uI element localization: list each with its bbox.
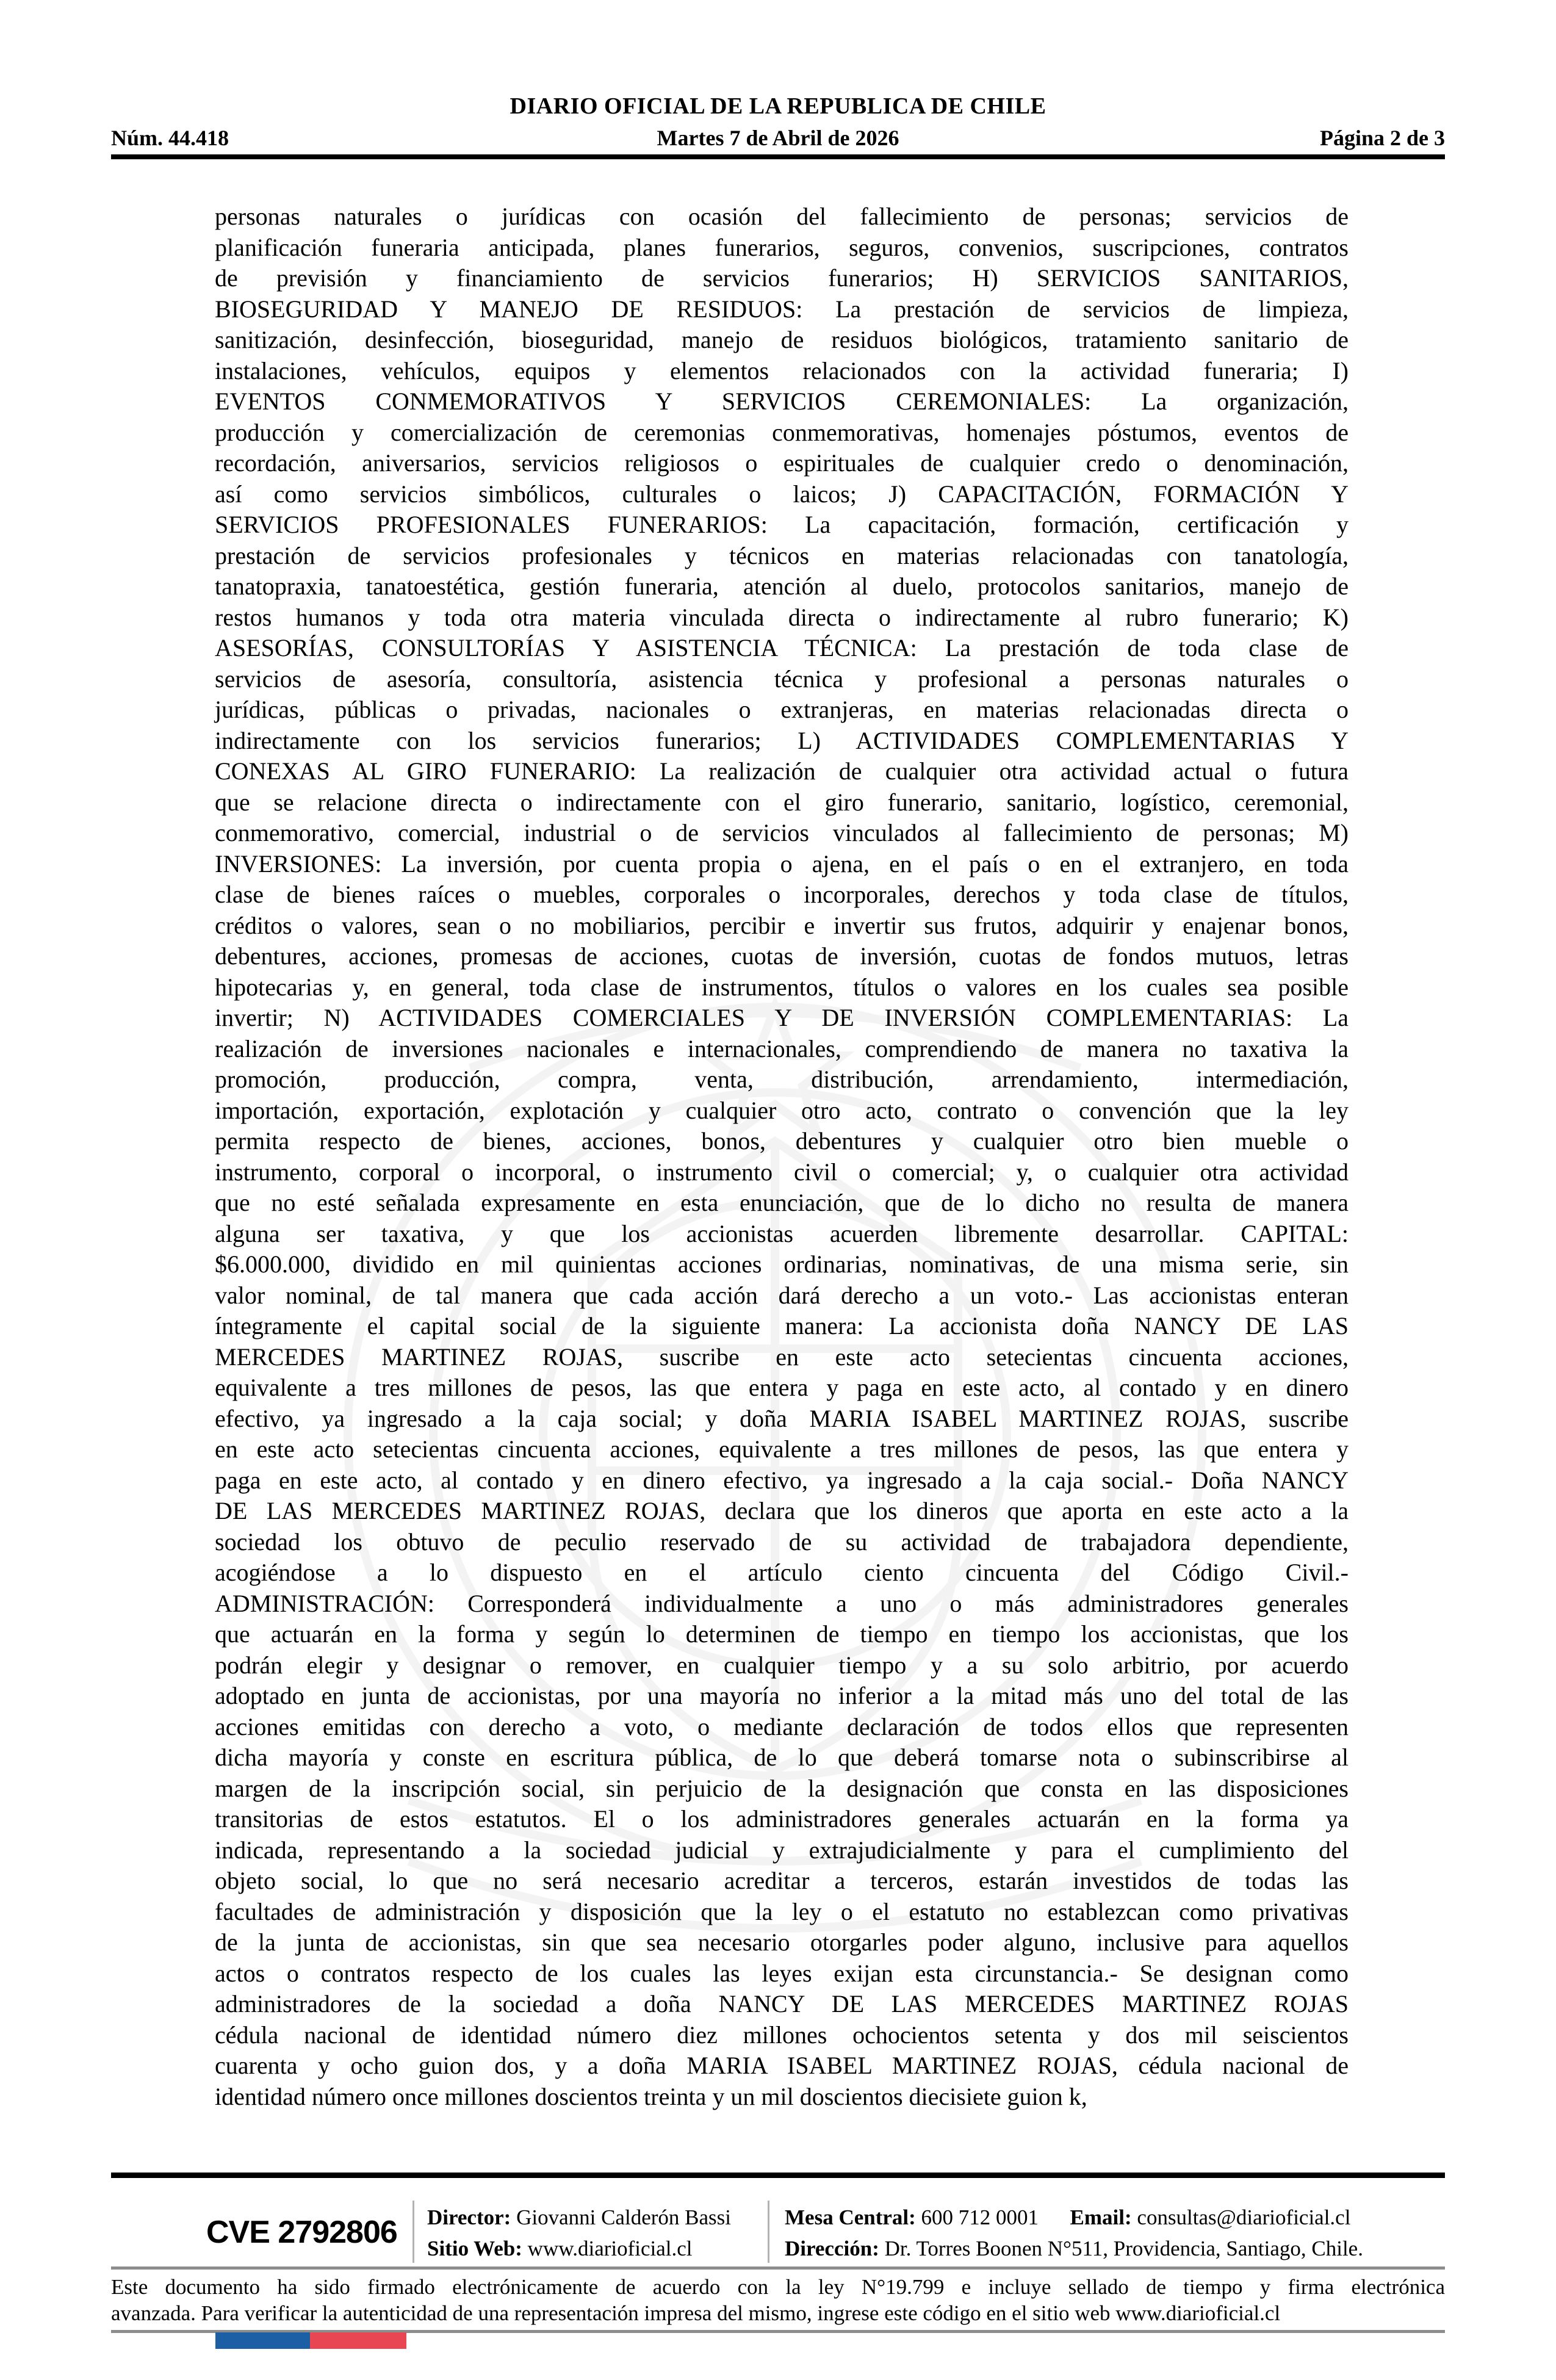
body-line: que actuarán en la forma y según lo determinen de tiempo en tiempo los accionistas, que los — [215, 1620, 1349, 1648]
body-line: servicios de asesoría, consultoría, asistencia técnica y profesional a personas naturales o — [215, 665, 1349, 693]
signature-disclaimer — [111, 2274, 1445, 2326]
body-line: personas naturales o jurídicas con ocasión del fallecimiento de personas; servicios de — [215, 203, 1349, 230]
body-line: valor nominal, de tal manera que cada acción dará derecho a un voto.- Las accionistas enteran — [215, 1281, 1349, 1309]
body-line: debentures, acciones, promesas de acciones, cuotas de inversión, cuotas de fondos mutuos, letras — [215, 942, 1349, 970]
body-line: permita respecto de bienes, acciones, bonos, debentures y cualquier otro bien mueble o — [215, 1127, 1349, 1155]
body-line: que no esté señalada expresamente en esta enunciación, que de lo dicho no resulta de manera — [215, 1189, 1349, 1216]
disclaimer-line: avanzada. Para verificar la autenticidad de una representación impresa del mismo, ingrese este código en el sitio web www.diarioficial.cl — [111, 2301, 1281, 2325]
body-line: que se relacione directa o indirectamente con el giro funerario, sanitario, logístico, ceremonial, — [215, 788, 1349, 816]
body-line: SERVICIOS PROFESIONALES FUNERARIOS: La capacitación, formación, certificación y — [215, 511, 1349, 538]
gazette-title: DIARIO OFICIAL DE LA REPUBLICA DE CHILE — [510, 93, 1046, 119]
flag-red-segment — [310, 2332, 406, 2349]
page-indicator: Página 2 de 3 — [1319, 126, 1445, 150]
legal-text-block — [215, 201, 1349, 2112]
chile-flag-bar — [215, 2332, 406, 2349]
body-line: BIOSEGURIDAD Y MANEJO DE RESIDUOS: La prestación de servicios de limpieza, — [215, 295, 1349, 323]
website-label: Sitio Web: — [427, 2237, 522, 2260]
body-line: dicha mayoría y conste en escritura pública, de lo que deberá tomarse nota o subinscribirse al — [215, 1744, 1349, 1771]
body-line: facultades de administración y disposición que la ley o el estatuto no establezcan como privativas — [215, 1897, 1349, 1925]
body-line: conmemorativo, comercial, industrial o de servicios vinculados al fallecimiento de personas; M) — [215, 819, 1349, 846]
body-line: sociedad los obtuvo de peculio reservado de su actividad de trabajadora dependiente, — [215, 1527, 1349, 1556]
body-line: administradores de la sociedad a doña NANCY DE LAS MERCEDES MARTINEZ ROJAS — [215, 1990, 1349, 2018]
footer-contact-column — [785, 2202, 1363, 2264]
body-line: tanatopraxia, tanatoestética, gestión funeraria, atención al duelo, protocolos sanitarios, manejo de — [215, 572, 1349, 600]
body-line: realización de inversiones nacionales e internacionales, comprendiendo de manera no taxativa la — [215, 1034, 1349, 1062]
body-line: recordación, aniversarios, servicios religiosos o espirituales de cualquier credo o denominación, — [215, 449, 1349, 477]
body-line: planificación funeraria anticipada, planes funerarios, seguros, convenios, suscripciones, contratos — [215, 233, 1349, 261]
body-line: instalaciones, vehículos, equipos y elementos relacionados con la actividad funeraria; I) — [215, 356, 1349, 384]
body-line: clase de bienes raíces o muebles, corporales o incorporales, derechos y toda clase de títulos, — [215, 881, 1349, 908]
body-line: ASESORÍAS, CONSULTORÍAS Y ASISTENCIA TÉCNICA: La prestación de toda clase de — [215, 634, 1349, 662]
body-line: efectivo, ya ingresado a la caja social; y doña MARIA ISABEL MARTINEZ ROJAS, suscribe — [215, 1404, 1349, 1432]
website-row — [427, 2233, 731, 2264]
address-value: Dr. Torres Boonen N°511, Providencia, Santiago, Chile. — [884, 2237, 1363, 2260]
body-line: cédula nacional de identidad número diez millones ochocientos setenta y dos mil seiscientos — [215, 2021, 1349, 2049]
body-line: de la junta de accionistas, sin que sea necesario otorgarles poder alguno, inclusive para aquellos — [215, 1928, 1349, 1956]
address-row — [785, 2233, 1363, 2264]
body-line: equivalente a tres millones de pesos, las que entera y paga en este acto, al contado y en dinero — [215, 1374, 1349, 1401]
body-line: identidad número once millones doscientos treinta y un mil doscientos diecisiete guion k, — [215, 2082, 1087, 2110]
body-line: jurídicas, públicas o privadas, nacionales o extranjeras, en materias relacionadas directa o — [215, 696, 1349, 723]
disclaimer-line: Este documento ha sido firmado electrónicamente de acuerdo con la ley N°19.799 e incluye sellado de tiempo y firma electrónica — [111, 2275, 1445, 2299]
body-line: actos o contratos respecto de los cuales las leyes exijan esta circunstancia.- Se designan como — [215, 1959, 1349, 1987]
phone-email-row — [785, 2202, 1363, 2233]
body-line: adoptado en junta de accionistas, por una mayoría no inferior a la mitad más uno del total de las — [215, 1682, 1349, 1709]
issue-number: Núm. 44.418 — [111, 126, 229, 150]
director-row — [427, 2202, 731, 2233]
email-value: consultas@diarioficial.cl — [1137, 2205, 1351, 2229]
body-line: indicada, representando a la sociedad judicial y extrajudicialmente y para el cumplimiento del — [215, 1836, 1349, 1864]
masthead-row — [111, 125, 1445, 152]
email-label: Email: — [1070, 2205, 1132, 2229]
footer-director-column — [427, 2202, 731, 2264]
footer-divider — [768, 2201, 769, 2263]
body-line: objeto social, lo que no será necesario acreditar a terceros, estarán investidos de todas las — [215, 1867, 1349, 1894]
address-label: Dirección: — [785, 2237, 879, 2260]
phone-label: Mesa Central: — [785, 2205, 916, 2229]
issue-date: Martes 7 de Abril de 2026 — [657, 126, 899, 150]
body-line: indirectamente con los servicios funerarios; L) ACTIVIDADES COMPLEMENTARIAS Y — [215, 726, 1349, 754]
body-line: sanitización, desinfección, bioseguridad, manejo de residuos biológicos, tratamiento sanitario de — [215, 326, 1349, 353]
body-line: alguna ser taxativa, y que los accionistas acuerden libremente desarrollar. CAPITAL: — [215, 1219, 1349, 1247]
body-line: CONEXAS AL GIRO FUNERARIO: La realización de cualquier otra actividad actual o futura — [215, 757, 1349, 785]
body-line: ADMINISTRACIÓN: Corresponderá individualmente a uno o más administradores generales — [215, 1589, 1349, 1617]
director-value: Giovanni Calderón Bassi — [516, 2205, 731, 2229]
body-line: podrán elegir y designar o remover, en cualquier tiempo y a su solo arbitrio, por acuerdo — [215, 1651, 1349, 1679]
body-line: MERCEDES MARTINEZ ROJAS, suscribe en este acto setecientas cincuenta acciones, — [215, 1343, 1349, 1371]
flag-blue-segment — [215, 2332, 310, 2349]
body-line: $6.000.000, dividido en mil quinientas acciones ordinarias, nominativas, de una misma serie, sin — [215, 1250, 1349, 1278]
body-line: instrumento, corporal o incorporal, o instrumento civil o comercial; y, o cualquier otra actividad — [215, 1158, 1349, 1186]
website-value: www.diarioficial.cl — [527, 2237, 693, 2260]
body-line: prestación de servicios profesionales y técnicos en materias relacionadas con tanatología, — [215, 541, 1349, 569]
body-line: EVENTOS CONMEMORATIVOS Y SERVICIOS CEREMONIALES: La organización, — [215, 388, 1349, 415]
body-line: en este acto setecientas cincuenta acciones, equivalente a tres millones de pesos, las que entera y — [215, 1435, 1349, 1463]
body-line: DE LAS MERCEDES MARTINEZ ROJAS, declara que los dineros que aporta en este acto a la — [215, 1497, 1349, 1524]
body-line: margen de la inscripción social, sin perjuicio de la designación que consta en las disposiciones — [215, 1774, 1349, 1802]
body-line: hipotecarias y, en general, toda clase de instrumentos, títulos o valores en los cuales sea posible — [215, 973, 1349, 1001]
footer-divider — [412, 2201, 414, 2263]
footer-gray-rule — [111, 2266, 1445, 2270]
body-line: acciones emitidas con derecho a voto, o mediante declaración de todos ellos que representen — [215, 1712, 1349, 1740]
body-line: acogiéndose a lo dispuesto en el artículo ciento cincuenta del Código Civil.- — [215, 1559, 1349, 1586]
footer-top-rule — [111, 2173, 1445, 2178]
body-line: así como servicios simbólicos, culturales o laicos; J) CAPACITACIÓN, FORMACIÓN Y — [215, 480, 1349, 508]
body-line: paga en este acto, al contado y en dinero efectivo, ya ingresado a la caja social.- Doña NANCY — [215, 1466, 1349, 1494]
phone-value: 600 712 0001 — [921, 2205, 1039, 2229]
cve-code: CVE 2792806 — [206, 2215, 397, 2250]
body-line: cuarenta y ocho guion dos, y a doña MARIA ISABEL MARTINEZ ROJAS, cédula nacional de — [215, 2052, 1349, 2079]
body-line: promoción, producción, compra, venta, distribución, arrendamiento, intermediación, — [215, 1066, 1349, 1093]
header-rule — [111, 154, 1445, 159]
body-line: importación, exportación, explotación y cualquier otro acto, contrato o convención que la ley — [215, 1096, 1349, 1124]
body-line: producción y comercialización de ceremonias conmemorativas, homenajes póstumos, eventos de — [215, 418, 1349, 446]
body-line: restos humanos y toda otra materia vinculada directa o indirectamente al rubro funerario; K) — [215, 603, 1349, 631]
body-line: INVERSIONES: La inversión, por cuenta propia o ajena, en el país o en el extranjero, en toda — [215, 849, 1349, 878]
body-line: transitorias de estos estatutos. El o los administradores generales actuarán en la forma ya — [215, 1805, 1349, 1833]
body-line: invertir; N) ACTIVIDADES COMERCIALES Y DE INVERSIÓN COMPLEMENTARIAS: La — [215, 1004, 1349, 1031]
body-line: de previsión y financiamiento de servicios funerarios; H) SERVICIOS SANITARIOS, — [215, 264, 1349, 292]
body-line: íntegramente el capital social de la siguiente manera: La accionista doña NANCY DE LAS — [215, 1312, 1349, 1340]
director-label: Director: — [427, 2205, 511, 2229]
body-line: créditos o valores, sean o no mobiliarios, percibir e invertir sus frutos, adquirir y enajenar bonos, — [215, 911, 1349, 939]
